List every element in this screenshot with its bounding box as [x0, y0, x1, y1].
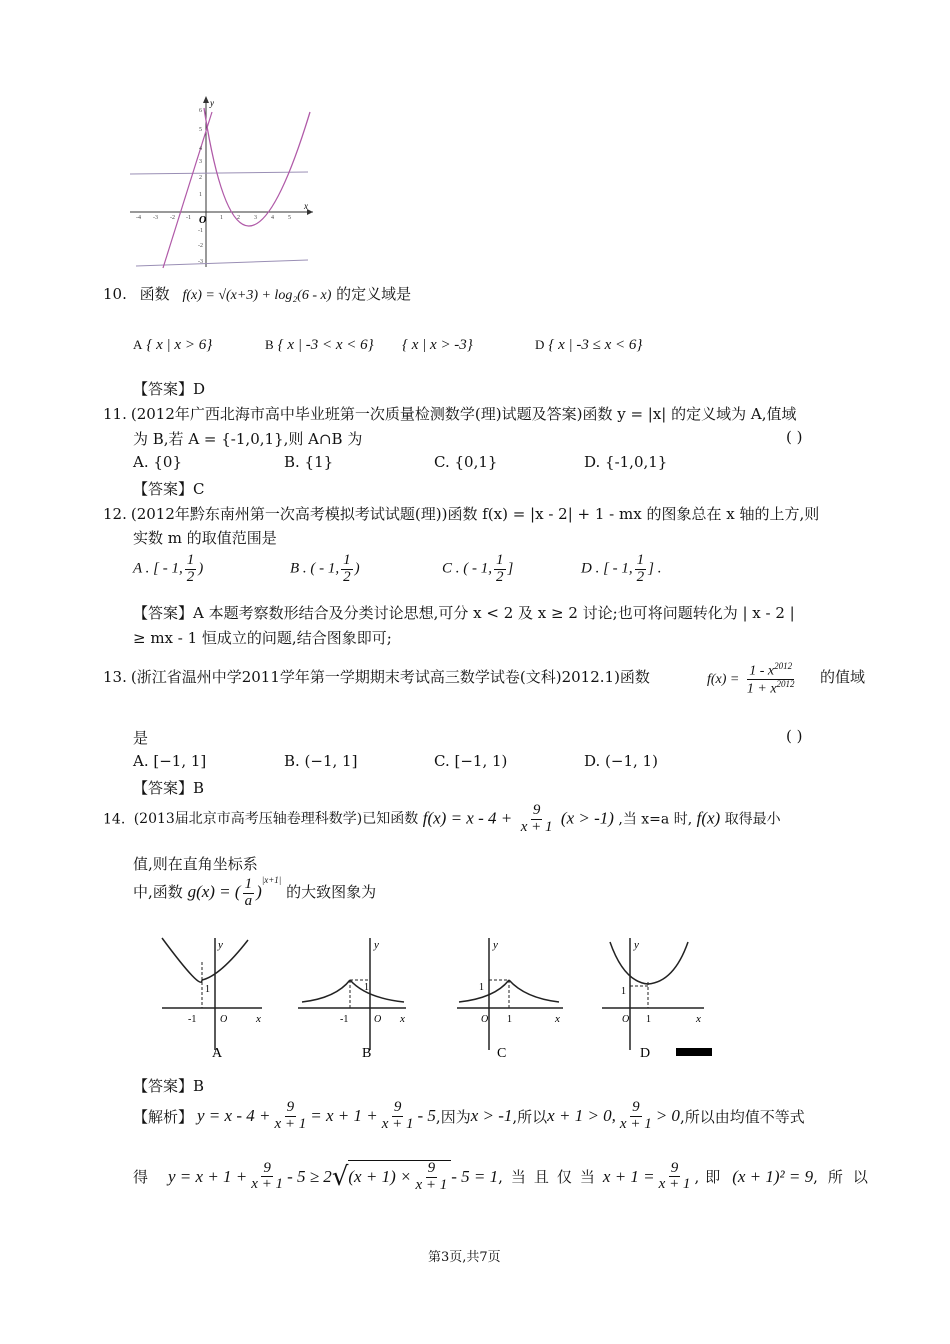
svg-text:-4: -4 [136, 215, 141, 221]
svg-text:1: 1 [479, 982, 484, 993]
graph-a-x-label: x [256, 1013, 261, 1025]
svg-text:x: x [555, 1013, 560, 1025]
q14-graph-b [296, 932, 411, 1062]
q14-line1: 14. (2013届北京市高考压轴卷理科数学)已知函数 f(x) = x - 4 + $\frac{9}{x + 1}$ (x > -1) ,当 x=a 时, f(x) 取得最小 [103, 802, 781, 835]
svg-text:y: y [374, 939, 379, 951]
graph-a-y-label: y [218, 939, 223, 951]
svg-text:-2: -2 [198, 243, 203, 249]
svg-text:1: 1 [220, 215, 223, 221]
q11-option-d: D. {-1,0,1} [584, 453, 668, 471]
q11-option-b: B. {1} [284, 453, 334, 471]
svg-text:2: 2 [199, 175, 202, 181]
svg-text:-1: -1 [186, 215, 191, 221]
svg-text:x: x [400, 1013, 405, 1025]
graph-a-one: 1 [205, 984, 210, 995]
graph-d-label: D [640, 1046, 651, 1061]
q12-option-b: B . ( - 1, $\frac{1}{2}$ ) [290, 552, 360, 585]
q12-option-c: C . ( - 1, $\frac{1}{2}$ ] [442, 552, 514, 585]
svg-text:-3: -3 [198, 259, 203, 265]
svg-text:3: 3 [199, 159, 202, 165]
svg-text:-3: -3 [153, 215, 158, 221]
q10-option-d: D { x | -3 ≤ x < 6} [535, 337, 643, 353]
q11-answer: 【答案】C [133, 480, 205, 498]
svg-text:O: O [481, 1014, 489, 1025]
q11-line1: 11. (2012年广西北海市高中毕业班第一次质量检测数学(理)试题及答案)函数 y = |x| 的定义域为 A,值域 [103, 405, 797, 423]
q10-formula: f(x) = √(x+3) + log₂(6 - x) [182, 288, 332, 303]
page-footer: 第3页,共7页 [428, 1250, 501, 1265]
q14-line2: 值,则在直角坐标系 [133, 855, 258, 873]
q14-graph-a [160, 932, 270, 1062]
svg-text:x: x [696, 1013, 701, 1025]
q10-option-c: { x | x > -3} [402, 337, 473, 353]
svg-text:O: O [374, 1014, 382, 1025]
q10-tail: 的定义域是 [336, 285, 412, 303]
x-axis-label: x [304, 201, 308, 211]
svg-text:y: y [634, 939, 639, 951]
q13-formula: f(x) = $\frac{1 - x^{2012}}{1 + x^{2012}}$ [707, 661, 795, 697]
q14-derivation: 得 y = x + 1 + $\frac{9}{x + 1}$ - 5 ≥ 2 √ (x + 1) × $\frac{9}{x + 1}$ - 5 = 1 ,当且仅当 x + 1 = $\frac{9}{x + 1}$ ,即 (x + 1)² = 9 ,所以 [133, 1159, 878, 1193]
q11-paren: ( ) [786, 428, 803, 446]
y-axis-label: y [210, 98, 214, 108]
q14-graph-c [455, 932, 570, 1062]
q13-option-d: D. (−1, 1) [584, 752, 658, 770]
svg-text:3: 3 [254, 215, 257, 221]
svg-text:6: 6 [199, 108, 202, 114]
graph-a-neg-one: -1 [188, 1014, 197, 1025]
svg-text:-1: -1 [340, 1014, 349, 1025]
svg-text:y: y [493, 939, 498, 951]
svg-text:4: 4 [271, 215, 274, 221]
origin-label: O [199, 215, 207, 226]
q14-answer: 【答案】B [133, 1077, 205, 1095]
q10-number: 10. [103, 285, 127, 303]
q13-tail: 的值域 [820, 668, 866, 686]
q13-line2: 是 [133, 729, 149, 747]
svg-text:5: 5 [288, 215, 291, 221]
q12-answer-line2: ≥ mx - 1 恒成立的问题,结合图象即可; [133, 629, 392, 647]
q10-lead: 函数 [139, 285, 170, 303]
graph-c-label: C [497, 1046, 507, 1061]
q12-option-a: A . [ - 1, $\frac{1}{2}$ ) [133, 552, 204, 585]
q12-line2: 实数 m 的取值范围是 [133, 529, 277, 547]
q12-line1: 12. (2012年黔东南州第一次高考模拟考试试题(理))函数 f(x) = |x - 2| + 1 - mx 的图象总在 x 轴的上方,则 [103, 505, 820, 523]
q11-option-a: A. {0} [133, 453, 182, 471]
q13-option-a: A. [−1, 1] [133, 752, 207, 770]
svg-text:5: 5 [199, 127, 202, 133]
q13-option-c: C. [−1, 1) [434, 752, 508, 770]
q10-stem [103, 283, 411, 304]
svg-text:1: 1 [646, 1014, 651, 1025]
svg-text:2: 2 [237, 215, 240, 221]
svg-text:1: 1 [507, 1014, 512, 1025]
q13-line1: 13. (浙江省温州中学2011学年第一学期期末考试高三数学试卷(文科)2012.1)函数 [103, 668, 650, 686]
q13-answer: 【答案】B [133, 779, 205, 797]
svg-text:1: 1 [364, 982, 369, 993]
q10-answer: 【答案】D [133, 380, 206, 398]
svg-text:4: 4 [199, 146, 202, 152]
svg-text:1: 1 [621, 986, 626, 997]
graph-a-label: A [212, 1046, 223, 1061]
graph-b-label: B [362, 1046, 372, 1061]
q14-analysis: 【解析】 y = x - 4 + $\frac{9}{x + 1}$ = x + 1 + $\frac{9}{x + 1}$ - 5 ,因为 x > -1 ,所以 x + 1 > 0, $\frac{9}{x + 1}$ > 0 ,所以由均值不等式 [133, 1099, 805, 1132]
q10-option-a: A { x | x > 6} [133, 337, 213, 353]
q13-option-b: B. (−1, 1] [284, 752, 358, 770]
svg-text:O: O [622, 1014, 630, 1025]
q10-option-b: B { x | -3 < x < 6} [265, 337, 374, 353]
q11-line2: 为 B,若 A = {-1,0,1},则 A∩B 为 [133, 430, 363, 448]
q14-line3: 中,函数 g(x) = ( $\frac{1}{a}$ )$^{|x+1|}$ 的大致图象为 [133, 875, 377, 909]
q12-answer-line1: 【答案】A 本题考察数形结合及分类讨论思想,可分 x < 2 及 x ≥ 2 讨论;也可将问题转化为 | x - 2 | [133, 604, 795, 622]
parabola-graph [128, 92, 318, 272]
q14-graph-d [600, 932, 715, 1062]
q13-paren: ( ) [786, 727, 803, 745]
svg-text:1: 1 [199, 192, 202, 198]
svg-text:-2: -2 [170, 215, 175, 221]
q11-option-c: C. {0,1} [434, 453, 498, 471]
graph-a-origin: O [220, 1014, 228, 1025]
svg-text:-1: -1 [198, 228, 203, 234]
q12-option-d: D . [ - 1, $\frac{1}{2}$ ] . [581, 552, 662, 585]
